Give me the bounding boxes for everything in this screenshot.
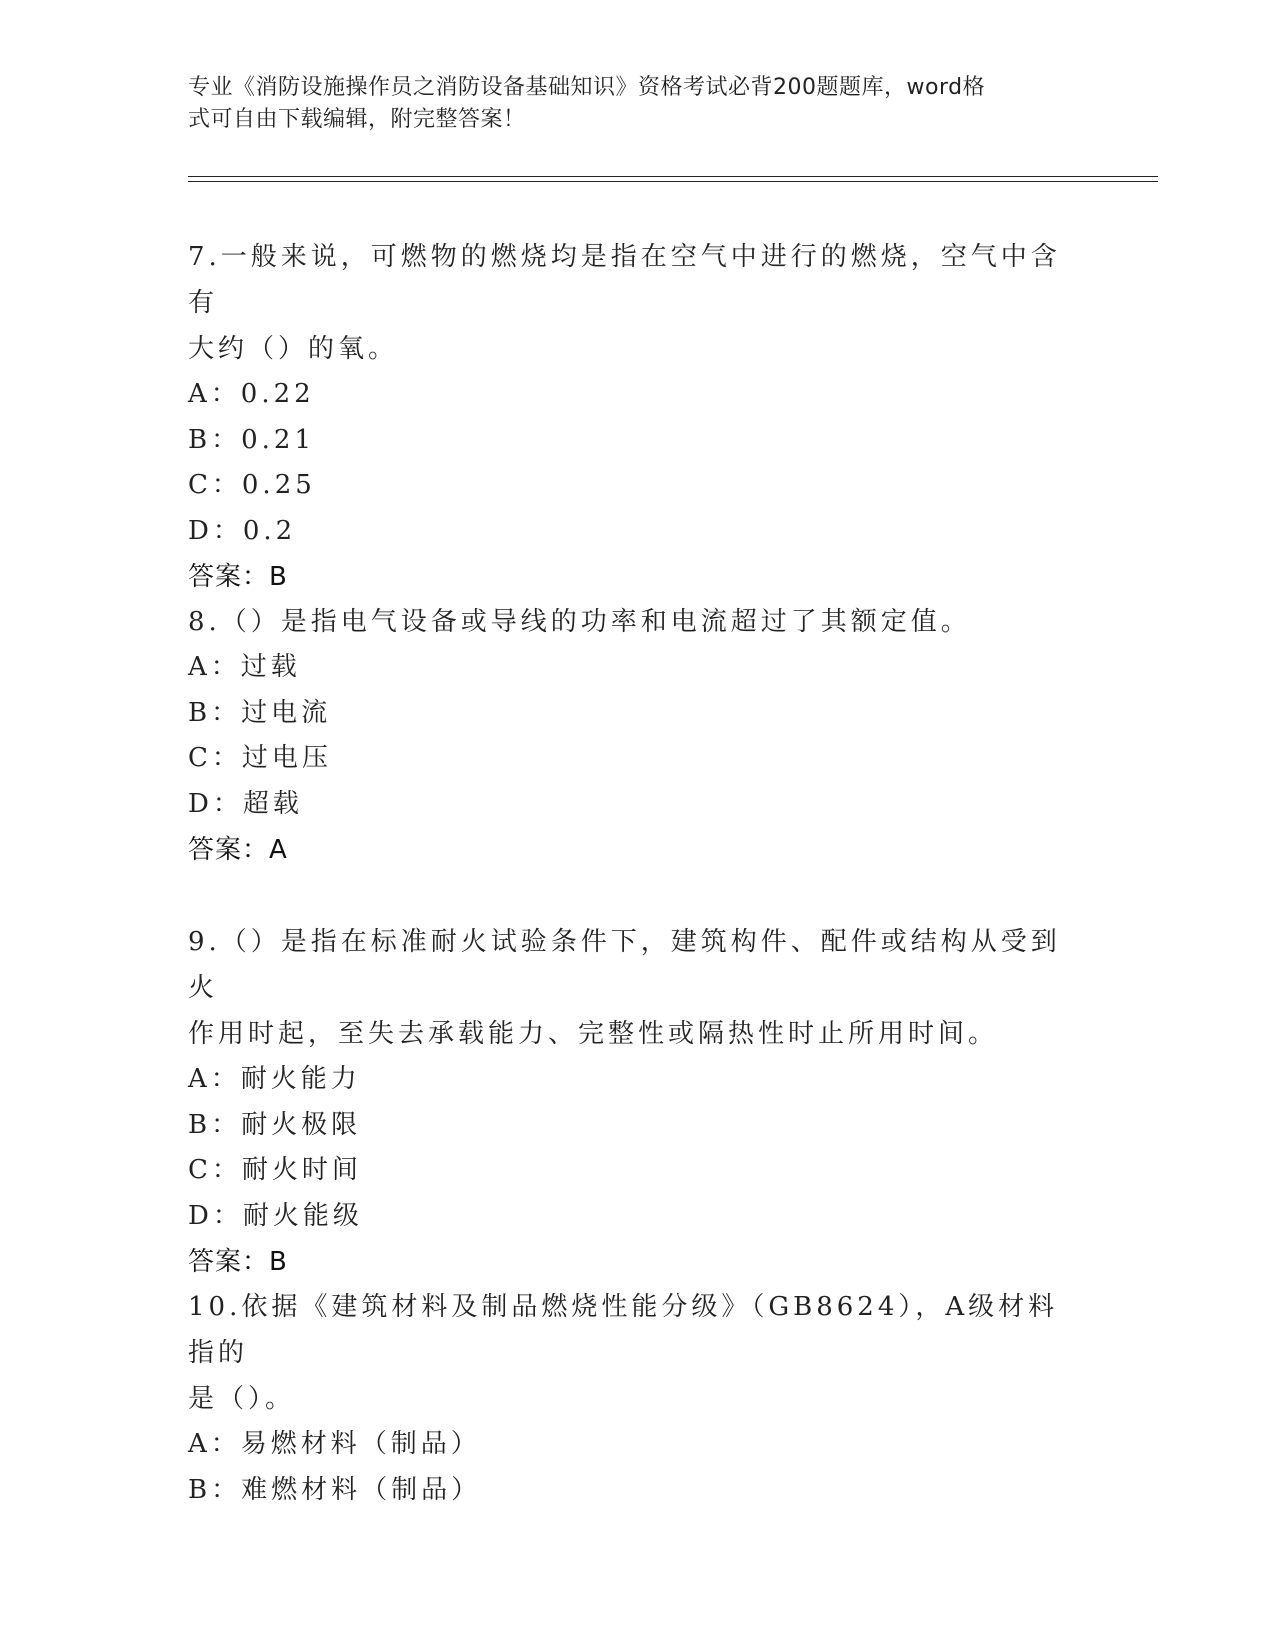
option-a: A：耐火能力 <box>188 1064 361 1094</box>
question-stem-line: 10.依据《建筑材料及制品燃烧性能分级》（GB8624），A级材料指的 <box>188 1292 1059 1368</box>
option-c: C：过电压 <box>188 743 332 773</box>
question-8 <box>188 599 1088 873</box>
option-a: A：过载 <box>188 652 301 682</box>
option-b: B：耐火极限 <box>188 1109 362 1140</box>
header-line-1: 专业《消防设施操作员之消防设备基础知识》资格考试必背200题题库，word格 <box>188 75 986 100</box>
question-stem-line: 7.一般来说，可燃物的燃烧均是指在空气中进行的燃烧，空气中含有 <box>188 242 1061 318</box>
question-9 <box>188 919 1088 1285</box>
option-c: C：耐火时间 <box>188 1155 362 1185</box>
option-a: A：易燃材料（制品） <box>188 1429 481 1459</box>
question-stem-line: 作用时起，至失去承载能力、完整性或隔热性时止所用时间。 <box>188 1019 999 1049</box>
question-stem-line: 大约（）的氧。 <box>188 334 399 364</box>
answer: 答案：B <box>188 1247 288 1277</box>
option-a: A：0.22 <box>188 379 315 409</box>
header-line-2: 式可自由下载编辑，附完整答案！ <box>188 107 526 132</box>
question-stem-line: 是（）。 <box>188 1384 296 1414</box>
option-c: C：0.25 <box>188 470 316 500</box>
question-stem-line: 8.（）是指电气设备或导线的功率和电流超过了其额定值。 <box>188 607 971 637</box>
header-divider-top <box>188 176 1158 177</box>
document-header <box>188 72 1068 136</box>
question-10 <box>188 1284 1088 1513</box>
option-d: D：耐火能级 <box>188 1200 363 1231</box>
header-divider-bottom <box>188 181 1158 182</box>
option-d: D：超载 <box>188 788 303 819</box>
question-stem-line: 9.（）是指在标准耐火试验条件下，建筑构件、配件或结构从受到火 <box>188 927 1061 1003</box>
option-b: B：0.21 <box>188 424 315 455</box>
answer: 答案：B <box>188 562 288 592</box>
option-b: B：过电流 <box>188 697 332 728</box>
option-b: B：难燃材料（制品） <box>188 1474 482 1505</box>
answer: 答案：A <box>188 835 288 865</box>
option-d: D：0.2 <box>188 515 297 546</box>
question-7 <box>188 234 1088 600</box>
